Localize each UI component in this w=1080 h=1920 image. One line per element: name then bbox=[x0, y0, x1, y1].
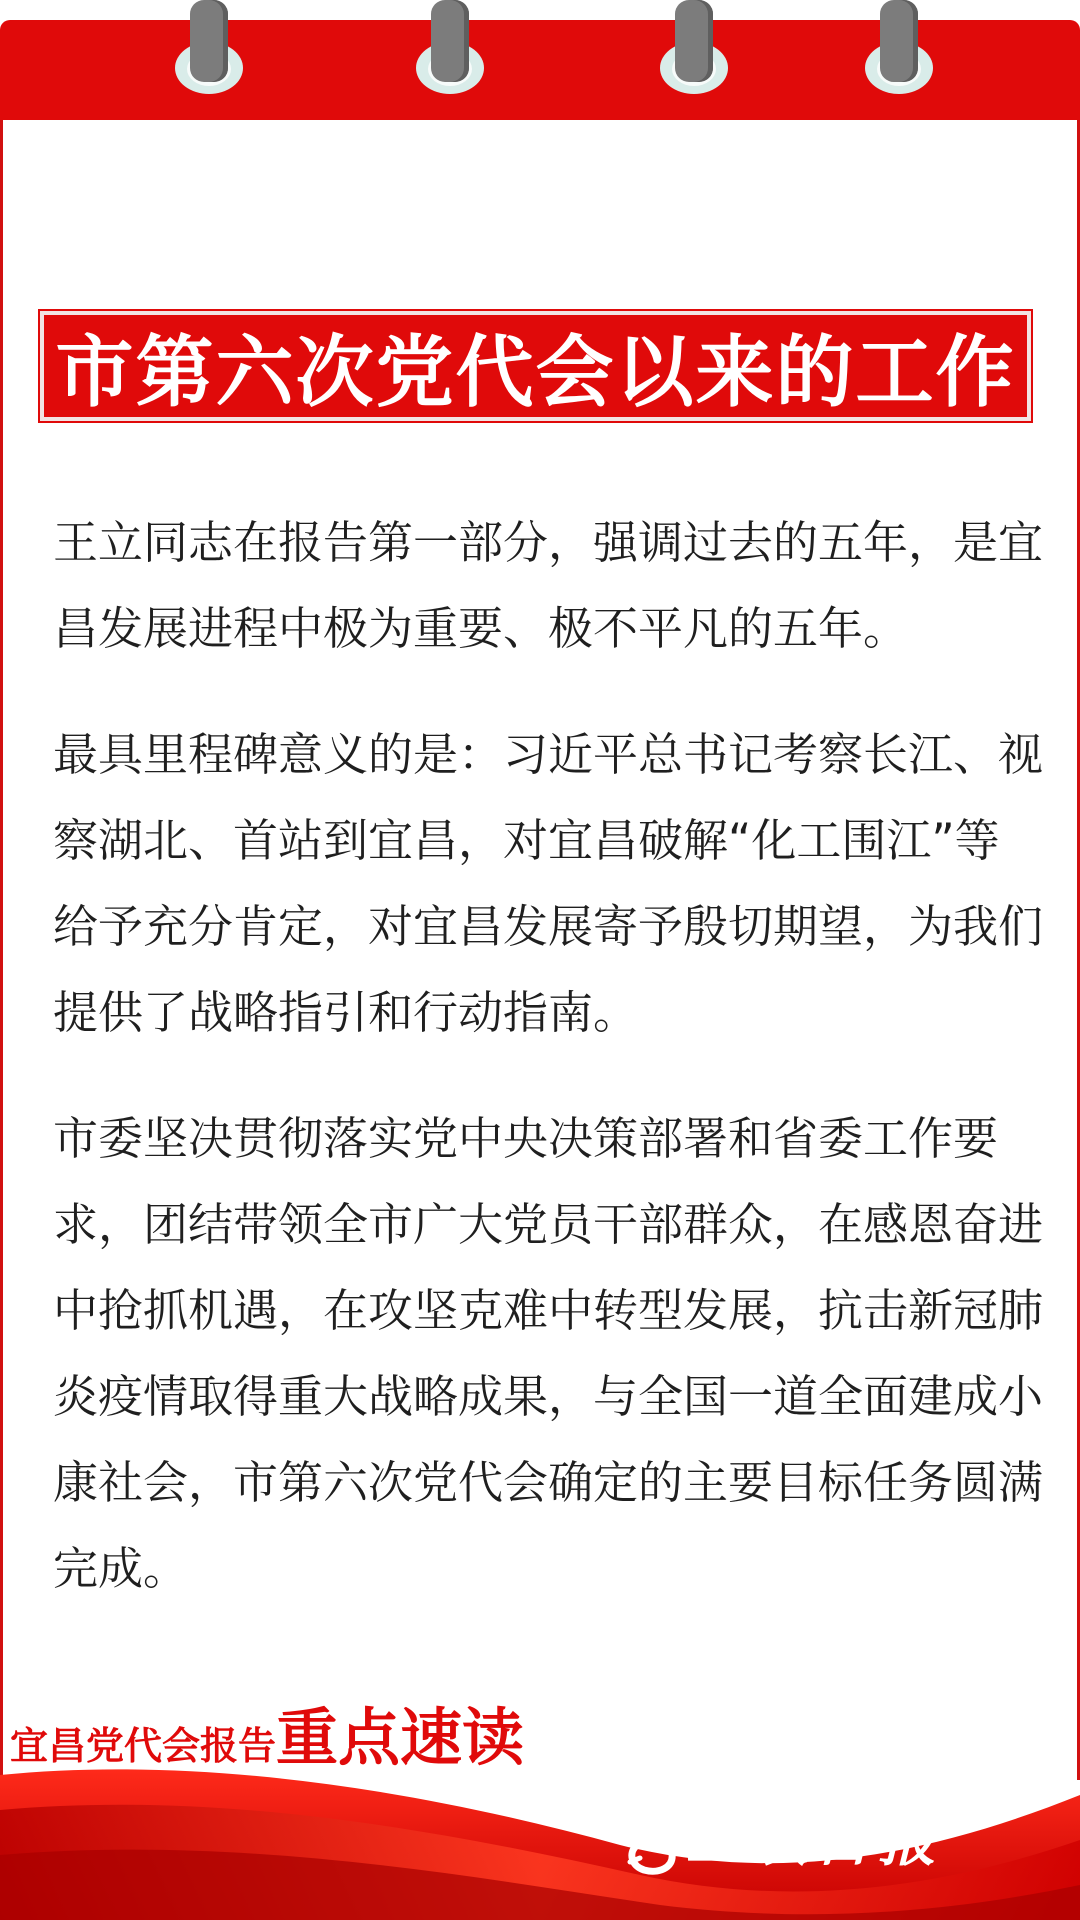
paragraph-3: 市委坚决贯彻落实党中央决策部署和省委工作要求，团结带领全市广大党员干部群众，在感恩奋进中抢抓机遇，在攻坚克难中转型发展，抗击新冠肺炎疫情取得重大战略成果，与全国一道全面建成小康社会，市第六次党代会确定的主要目标任务圆满完成。 bbox=[53, 1112, 1044, 1595]
series-label-big: 重点速读 bbox=[276, 1701, 525, 1774]
logo-emblem-icon bbox=[622, 1794, 680, 1876]
binder-ring-2 bbox=[420, 0, 480, 95]
page-edge-left bbox=[0, 120, 3, 1780]
article-body bbox=[53, 500, 1043, 1612]
binder-ring-4 bbox=[869, 0, 929, 95]
paragraph-1: 王立同志在报告第一部分，强调过去的五年，是宜昌发展进程中极为重要、极不平凡的五年。 bbox=[53, 516, 1044, 655]
newspaper-logo bbox=[622, 1793, 942, 1877]
binder-ring-1 bbox=[179, 0, 239, 95]
logo-text: 三峡日报 bbox=[686, 1806, 943, 1874]
title-banner bbox=[40, 311, 1031, 421]
page-title: 市第六次党代会以来的工作 bbox=[55, 327, 1016, 418]
binder-ring-3 bbox=[664, 0, 724, 95]
series-label-small: 宜昌党代会报告 bbox=[10, 1724, 277, 1768]
paragraph-2: 最具里程碑意义的是：习近平总书记考察长江、视察湖北、首站到宜昌，对宜昌破解“化工围江”等给予充分肯定，对宜昌发展寄予殷切期望，为我们提供了战略指引和行动指南。 bbox=[53, 728, 1044, 1039]
